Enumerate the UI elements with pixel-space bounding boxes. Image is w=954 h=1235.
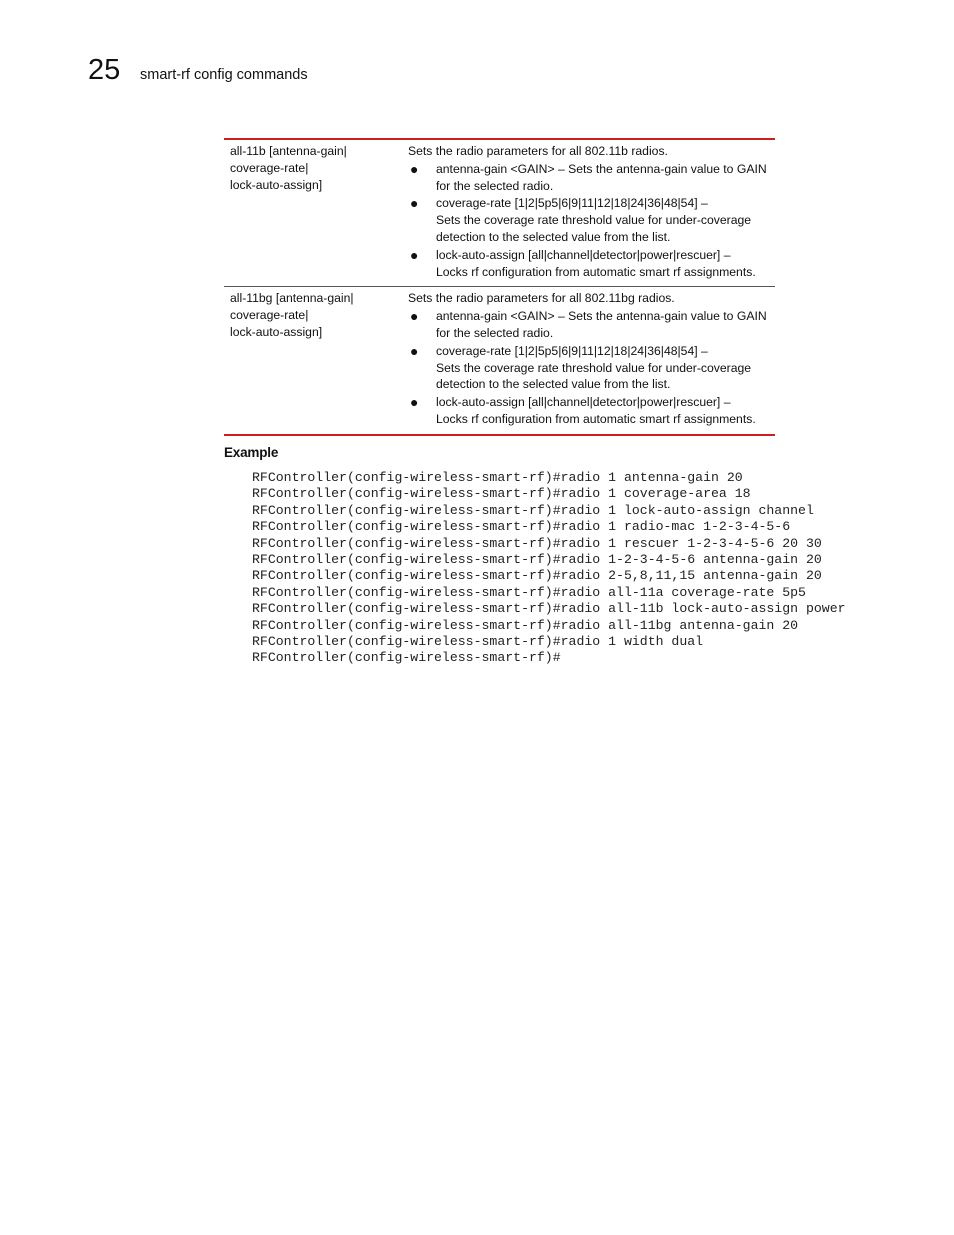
list-item [408,343,769,393]
bullet-icon: ● [410,160,419,177]
parameter-table-body [224,139,775,435]
chapter-number: 25 [88,54,121,86]
bullet-list [408,308,769,428]
code-line: RFController(config-wireless-smart-rf)#radio 2-5,8,11,15 antenna-gain 20 [252,568,822,584]
parameter-name-line: coverage-rate| [230,308,309,323]
parameter-name-line: coverage-rate| [230,160,309,175]
bullet-text-line: antenna-gain <GAIN> – Sets the antenna-gain value to GAIN [436,161,767,176]
bullet-text-line: antenna-gain <GAIN> – Sets the antenna-gain value to GAIN [436,309,767,324]
code-line: RFController(config-wireless-smart-rf)#radio 1 coverage-area 18 [252,486,751,502]
bullet-icon: ● [410,394,419,411]
code-line: RFController(config-wireless-smart-rf)#radio 1 radio-mac 1-2-3-4-5-6 [252,519,791,535]
description-cell [396,287,775,435]
list-item [408,394,769,428]
parameter-table [224,138,775,436]
description-cell [396,139,775,287]
description-intro: Sets the radio parameters for all 802.11b radios. [408,144,668,158]
bullet-list [408,161,769,281]
bullet-text-line: for the selected radio. [436,178,554,193]
list-item [408,247,769,281]
parameter-cell [224,287,396,435]
code-line: RFController(config-wireless-smart-rf)#radio 1 lock-auto-assign channel [252,502,814,518]
code-line: RFController(config-wireless-smart-rf)# [252,650,561,666]
parameter-name-line: all-11b [antenna-gain| [230,144,347,158]
bullet-icon: ● [410,342,419,359]
bullet-icon: ● [410,195,419,212]
parameter-name-line: all-11bg [antenna-gain| [230,291,354,306]
parameter-cell [224,139,396,287]
code-line: RFController(config-wireless-smart-rf)#radio all-11bg antenna-gain 20 [252,617,799,633]
bullet-text-line: Locks rf configuration from automatic smart rf assignments. [436,264,756,279]
chapter-title: smart-rf config commands [140,67,308,83]
bullet-text-line: Sets the coverage rate threshold value for under-coverage [436,360,752,375]
parameter-name-line: lock-auto-assign] [230,177,323,192]
bullet-text-line: detection to the selected value from the list. [436,229,671,244]
bullet-text-line: detection to the selected value from the list. [436,377,671,392]
code-example [252,470,846,667]
list-item [408,308,769,342]
code-line: RFController(config-wireless-smart-rf)#radio all-11b lock-auto-assign power [252,601,846,617]
code-line: RFController(config-wireless-smart-rf)#radio 1 width dual [252,634,704,650]
code-line: RFController(config-wireless-smart-rf)#radio 1-2-3-4-5-6 antenna-gain 20 [252,552,822,568]
bullet-text-line: for the selected radio. [436,325,554,340]
bullet-text-line: Locks rf configuration from automatic smart rf assignments. [436,411,756,426]
bullet-text-line: Sets the coverage rate threshold value for under-coverage [436,213,752,228]
example-heading: Example [224,445,279,460]
bullet-icon: ● [410,308,419,325]
table-row [224,139,775,287]
code-line: RFController(config-wireless-smart-rf)#radio 1 rescuer 1-2-3-4-5-6 20 30 [252,535,822,551]
parameter-name-line: lock-auto-assign] [230,324,323,339]
bullet-text-line: lock-auto-assign [all|channel|detector|power|rescuer] – [436,395,731,410]
bullet-text-line: coverage-rate [1|2|5p5|6|9|11|12|18|24|36|48|54] – [436,343,708,358]
code-line: RFController(config-wireless-smart-rf)#radio 1 antenna-gain 20 [252,470,743,485]
description-intro: Sets the radio parameters for all 802.11bg radios. [408,291,675,306]
list-item [408,161,769,195]
bullet-text-line: coverage-rate [1|2|5p5|6|9|11|12|18|24|36|48|54] – [436,196,708,211]
table-row [224,287,775,435]
list-item [408,195,769,245]
code-line: RFController(config-wireless-smart-rf)#radio all-11a coverage-rate 5p5 [252,584,806,600]
bullet-icon: ● [410,246,419,263]
bullet-text-line: lock-auto-assign [all|channel|detector|power|rescuer] – [436,247,731,262]
